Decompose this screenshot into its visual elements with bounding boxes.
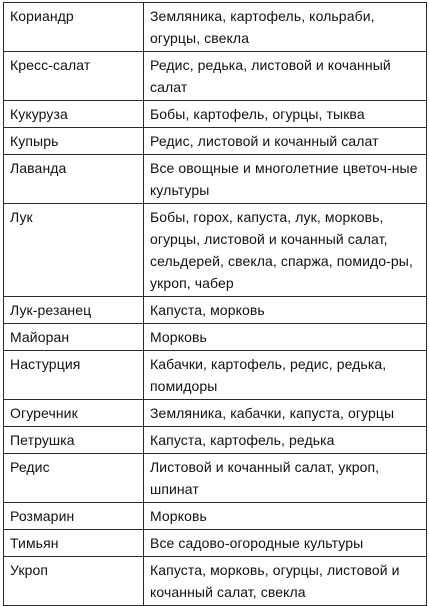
plant-cell: Купырь bbox=[4, 128, 144, 155]
neighbors-cell: Капуста, морковь bbox=[144, 297, 427, 324]
neighbors-cell: Редис, редька, листовой и кочанный салат bbox=[144, 52, 427, 101]
neighbors-cell: Редис, листовой и кочанный салат bbox=[144, 128, 427, 155]
plant-cell: Лук bbox=[4, 204, 144, 297]
table-row bbox=[4, 503, 427, 530]
neighbors-cell: Бобы, картофель, огурцы, тыква bbox=[144, 101, 427, 128]
table-row bbox=[4, 297, 427, 324]
table-row bbox=[4, 454, 427, 503]
table-row bbox=[4, 52, 427, 101]
plant-cell: Лаванда bbox=[4, 155, 144, 204]
table-row bbox=[4, 427, 427, 454]
table-row bbox=[4, 155, 427, 204]
neighbors-cell: Все овощные и многолетние цветоч-ные культуры bbox=[144, 155, 427, 204]
neighbors-cell: Кабачки, картофель, редис, редька, помидоры bbox=[144, 351, 427, 400]
plant-cell: Кориандр bbox=[4, 3, 144, 52]
plant-cell: Розмарин bbox=[4, 503, 144, 530]
plant-cell: Кукуруза bbox=[4, 101, 144, 128]
neighbors-cell: Все садово-огородные культуры bbox=[144, 530, 427, 557]
neighbors-cell: Листовой и кочанный салат, укроп, шпинат bbox=[144, 454, 427, 503]
plant-cell: Майоран bbox=[4, 324, 144, 351]
neighbors-cell: Капуста, картофель, редька bbox=[144, 427, 427, 454]
table-row bbox=[4, 204, 427, 297]
neighbors-cell: Земляника, кабачки, капуста, огурцы bbox=[144, 400, 427, 427]
table-row bbox=[4, 3, 427, 52]
plant-cell: Укроп bbox=[4, 557, 144, 606]
table-row bbox=[4, 101, 427, 128]
neighbors-cell: Морковь bbox=[144, 503, 427, 530]
plant-cell: Тимьян bbox=[4, 530, 144, 557]
plant-cell: Лук-резанец bbox=[4, 297, 144, 324]
neighbors-cell: Капуста, морковь, огурцы, листовой и кочанный салат, свекла bbox=[144, 557, 427, 606]
plant-cell: Редис bbox=[4, 454, 144, 503]
table-row bbox=[4, 128, 427, 155]
table-row bbox=[4, 557, 427, 606]
plant-cell: Настурция bbox=[4, 351, 144, 400]
plant-cell: Огуречник bbox=[4, 400, 144, 427]
table-row bbox=[4, 324, 427, 351]
neighbors-cell: Земляника, картофель, кольраби, огурцы, свекла bbox=[144, 3, 427, 52]
table-row bbox=[4, 530, 427, 557]
companion-plants-table bbox=[3, 2, 427, 606]
plant-cell: Кресс-салат bbox=[4, 52, 144, 101]
table-row bbox=[4, 400, 427, 427]
neighbors-cell: Бобы, горох, капуста, лук, морковь, огурцы, листовой и кочанный салат, сельдерей, свекла, спаржа, помидо-ры, укроп, чабер bbox=[144, 204, 427, 297]
plant-cell: Петрушка bbox=[4, 427, 144, 454]
neighbors-cell: Морковь bbox=[144, 324, 427, 351]
table-row bbox=[4, 351, 427, 400]
